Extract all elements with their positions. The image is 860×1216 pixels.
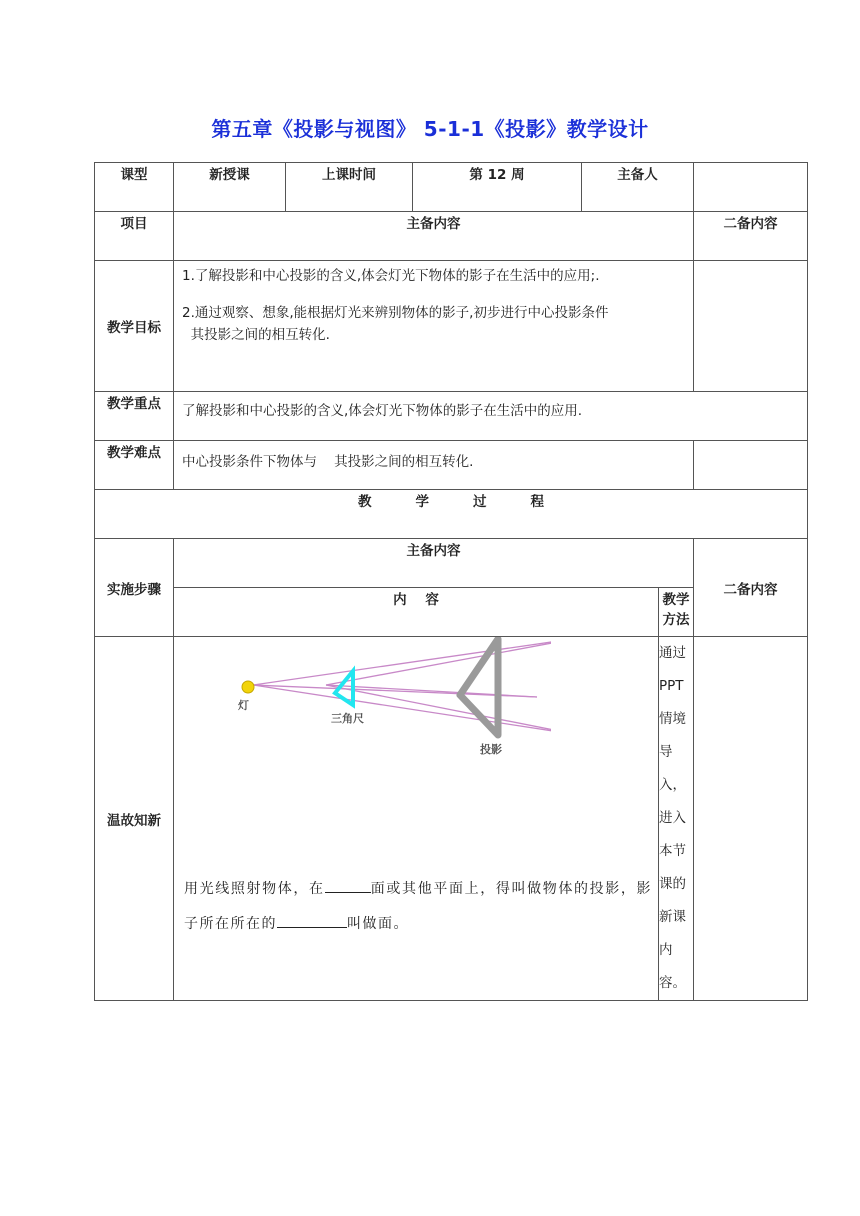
review-secondary xyxy=(694,637,808,1001)
steps-secondary-header: 二备内容 xyxy=(694,539,808,637)
process-char-3: 过 xyxy=(473,494,487,510)
goals-label: 教学目标 xyxy=(95,261,174,392)
review-fill-text xyxy=(174,872,658,942)
process-char-1: 教 xyxy=(358,494,372,510)
key-points-text: 了解投影和中心投影的含义,体会灯光下物体的影子在生活中的应用. xyxy=(174,392,808,441)
fill-part-2: 面或其他平面上，得叫做物体的投影，影子所在所在的 xyxy=(184,881,653,932)
time-label: 上课时间 xyxy=(286,163,413,212)
projection-shadow xyxy=(460,639,498,735)
process-heading-row xyxy=(95,490,808,539)
header-row xyxy=(95,163,808,212)
time-value: 第 12 周 xyxy=(413,163,582,212)
projection-label: 投影 xyxy=(480,743,502,756)
process-heading xyxy=(95,490,808,539)
goal-item-1: 1.了解投影和中心投影的含义,体会灯光下物体的影子在生活中的应用;. xyxy=(182,268,600,284)
review-label: 温故知新 xyxy=(95,637,174,1001)
process-char-4: 程 xyxy=(530,494,544,510)
preparer-value xyxy=(694,163,808,212)
goals-secondary xyxy=(694,261,808,392)
course-type-label: 课型 xyxy=(95,163,174,212)
secondary-content-header: 二备内容 xyxy=(694,212,808,261)
lamp-label: 灯 xyxy=(238,699,249,712)
goal-item-2: 2.通过观察、想象,能根据灯光来辨别物体的影子,初步进行中心投影条件 xyxy=(182,305,609,321)
content-header: 内 容 xyxy=(174,588,659,637)
fill-part-1: 用光线照射物体，在 xyxy=(184,881,325,897)
steps-main-content-header: 主备内容 xyxy=(174,539,694,588)
review-content xyxy=(174,637,659,1001)
review-method: 通过 PPT 情境导入，进入本节课的新课内容。 xyxy=(659,637,694,1001)
difficulties-label: 教学难点 xyxy=(95,441,174,490)
fill-blank-2[interactable] xyxy=(277,913,347,928)
course-type-value: 新授课 xyxy=(174,163,286,212)
preparer-label: 主备人 xyxy=(582,163,694,212)
light-rays xyxy=(253,638,551,735)
difficulties-secondary xyxy=(694,441,808,490)
difficulties-row xyxy=(95,441,808,490)
process-char-2: 学 xyxy=(415,494,429,510)
item-header: 项目 xyxy=(95,212,174,261)
column-header-row xyxy=(95,212,808,261)
goal-item-3: 其投影之间的相互转化. xyxy=(182,327,330,343)
goals-row xyxy=(95,261,808,392)
difficulties-text: 中心投影条件下物体与 其投影之间的相互转化. xyxy=(174,441,694,490)
main-content-header: 主备内容 xyxy=(174,212,694,261)
steps-label: 实施步骤 xyxy=(95,539,174,637)
ray-top xyxy=(326,638,551,685)
goals-content xyxy=(174,261,694,392)
projection-figure xyxy=(174,637,551,872)
fill-blank-1[interactable] xyxy=(325,878,371,893)
lamp-icon xyxy=(242,681,254,693)
review-row xyxy=(95,637,808,1001)
page-title: 第五章《投影与视图》 5-1-1《投影》教学设计 xyxy=(211,117,649,141)
lesson-plan-table xyxy=(94,162,808,1001)
steps-header-row-1 xyxy=(95,539,808,588)
key-points-label: 教学重点 xyxy=(95,392,174,441)
fill-part-3: 叫做面。 xyxy=(347,916,409,932)
ray-to-top xyxy=(253,638,551,685)
ray-to-bottom xyxy=(253,685,551,735)
ruler-label: 三角尺 xyxy=(331,712,364,725)
key-points-row xyxy=(95,392,808,441)
method-header: 教学方法 xyxy=(659,588,694,637)
